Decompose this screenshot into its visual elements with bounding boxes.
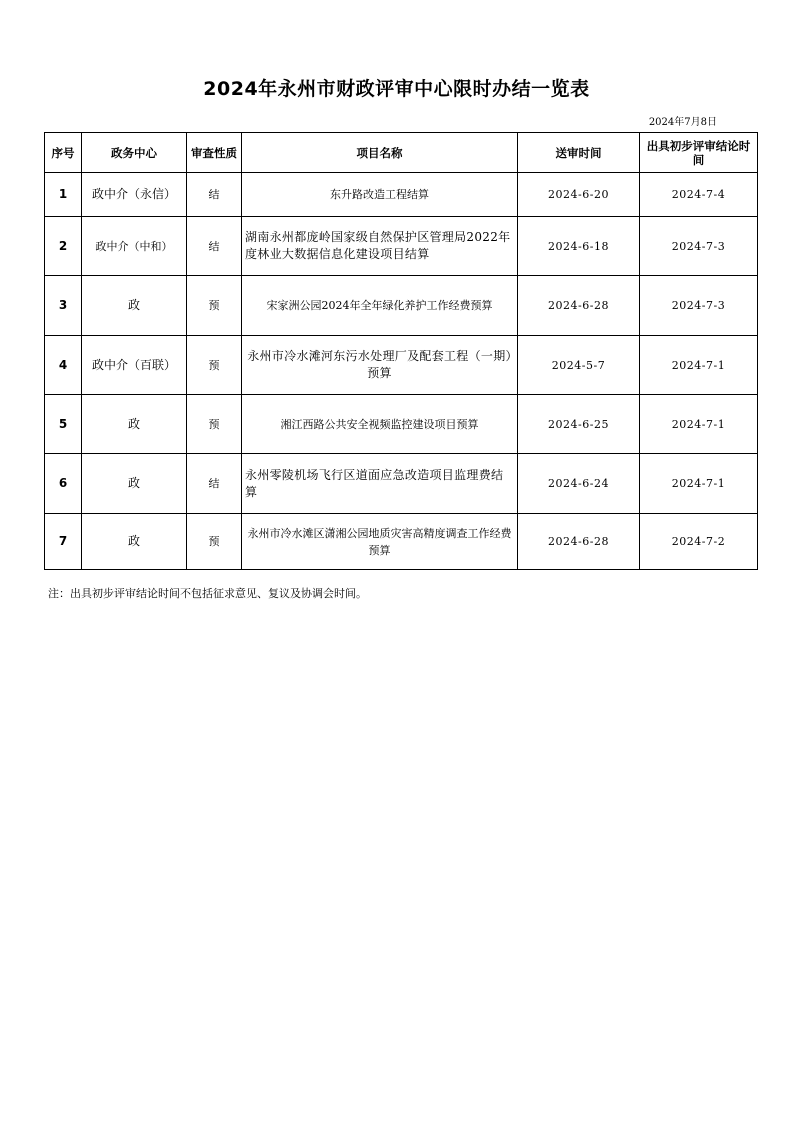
table-header-row bbox=[45, 133, 758, 173]
footnote: 注：出具初步评审结论时间不包括征求意见、复议及协调会时间。 bbox=[48, 587, 367, 600]
cell-seq: 7 bbox=[45, 514, 82, 570]
page-title: 2024年永州市财政评审中心限时办结一览表 bbox=[203, 78, 590, 100]
cell-nature: 结 bbox=[187, 173, 242, 217]
cell-conclusion-date: 2024-7-1 bbox=[640, 454, 758, 514]
header-submit-date: 送审时间 bbox=[518, 133, 640, 173]
cell-project-name: 永州零陵机场飞行区道面应急改造项目监理费结算 bbox=[242, 454, 518, 514]
header-center: 政务中心 bbox=[82, 133, 187, 173]
document-date: 2024年7月8日 bbox=[648, 117, 717, 128]
header-seq: 序号 bbox=[45, 133, 82, 173]
cell-nature: 结 bbox=[187, 454, 242, 514]
table-row bbox=[45, 173, 758, 217]
cell-nature: 结 bbox=[187, 217, 242, 276]
table-row bbox=[45, 336, 758, 395]
cell-nature: 预 bbox=[187, 276, 242, 336]
cell-submit-date: 2024-6-18 bbox=[518, 217, 640, 276]
cell-submit-date: 2024-6-28 bbox=[518, 276, 640, 336]
cell-seq: 5 bbox=[45, 395, 82, 454]
cell-nature: 预 bbox=[187, 336, 242, 395]
cell-project-name: 东升路改造工程结算 bbox=[242, 173, 518, 217]
cell-seq: 1 bbox=[45, 173, 82, 217]
header-project-name: 项目名称 bbox=[242, 133, 518, 173]
results-table bbox=[44, 132, 758, 570]
cell-submit-date: 2024-5-7 bbox=[518, 336, 640, 395]
header-nature: 审查性质 bbox=[187, 133, 242, 173]
cell-nature: 预 bbox=[187, 395, 242, 454]
cell-center: 政 bbox=[82, 514, 187, 570]
cell-project-name: 湖南永州都庞岭国家级自然保护区管理局2022年度林业大数据信息化建设项目结算 bbox=[242, 217, 518, 276]
header-conclusion-date: 出具初步评审结论时间 bbox=[640, 133, 758, 173]
cell-project-name: 永州市冷水滩区潇湘公园地质灾害高精度调查工作经费预算 bbox=[242, 514, 518, 570]
cell-project-name: 宋家洲公园2024年全年绿化养护工作经费预算 bbox=[242, 276, 518, 336]
cell-project-name: 湘江西路公共安全视频监控建设项目预算 bbox=[242, 395, 518, 454]
cell-nature: 预 bbox=[187, 514, 242, 570]
cell-center: 政中介（永信） bbox=[82, 173, 187, 217]
cell-conclusion-date: 2024-7-1 bbox=[640, 395, 758, 454]
table-row bbox=[45, 217, 758, 276]
cell-center: 政 bbox=[82, 454, 187, 514]
table-row bbox=[45, 276, 758, 336]
cell-seq: 4 bbox=[45, 336, 82, 395]
cell-submit-date: 2024-6-25 bbox=[518, 395, 640, 454]
cell-submit-date: 2024-6-24 bbox=[518, 454, 640, 514]
cell-conclusion-date: 2024-7-3 bbox=[640, 217, 758, 276]
cell-seq: 2 bbox=[45, 217, 82, 276]
cell-seq: 3 bbox=[45, 276, 82, 336]
cell-conclusion-date: 2024-7-4 bbox=[640, 173, 758, 217]
cell-conclusion-date: 2024-7-2 bbox=[640, 514, 758, 570]
cell-conclusion-date: 2024-7-1 bbox=[640, 336, 758, 395]
cell-project-name: 永州市冷水滩河东污水处理厂及配套工程（一期）预算 bbox=[242, 336, 518, 395]
cell-submit-date: 2024-6-28 bbox=[518, 514, 640, 570]
cell-seq: 6 bbox=[45, 454, 82, 514]
cell-center: 政 bbox=[82, 276, 187, 336]
table-row bbox=[45, 454, 758, 514]
cell-center: 政中介（百联） bbox=[82, 336, 187, 395]
cell-center: 政 bbox=[82, 395, 187, 454]
cell-submit-date: 2024-6-20 bbox=[518, 173, 640, 217]
cell-conclusion-date: 2024-7-3 bbox=[640, 276, 758, 336]
table-row bbox=[45, 514, 758, 570]
cell-center: 政中介（中和） bbox=[82, 217, 187, 276]
table-row bbox=[45, 395, 758, 454]
